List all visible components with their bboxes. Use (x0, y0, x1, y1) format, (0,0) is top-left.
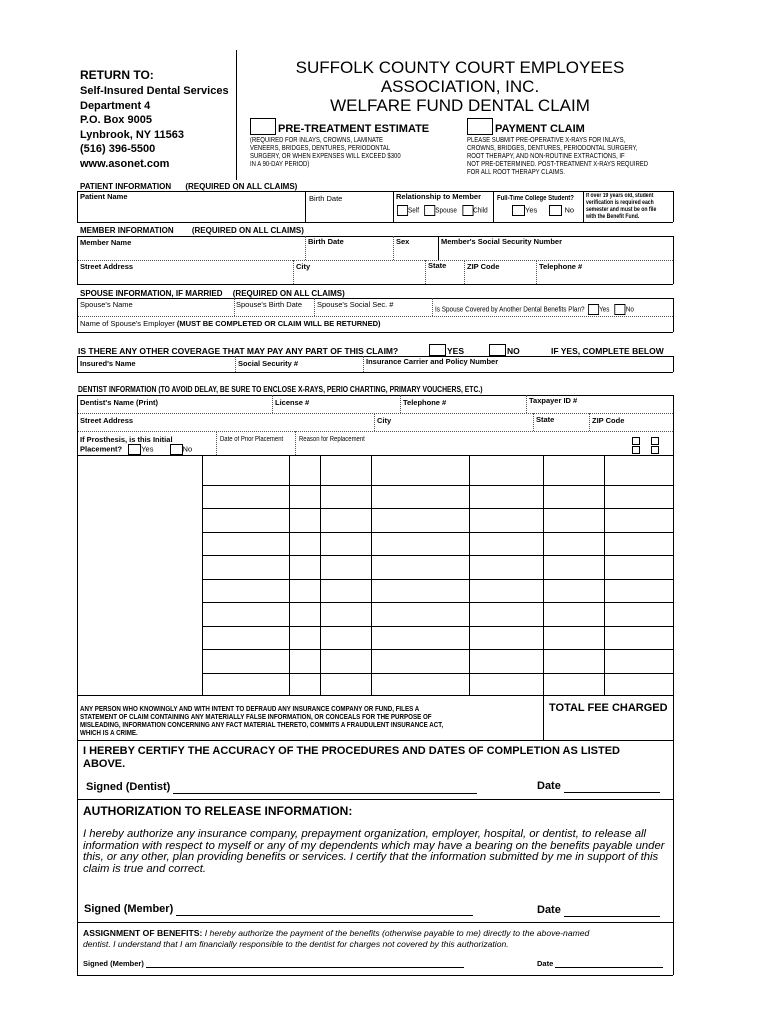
dentist-zip-label: ZIP Code (592, 416, 625, 425)
other-coverage-yes-checkbox[interactable] (429, 344, 446, 356)
prosthesis-question (80, 436, 192, 455)
grid-checkbox[interactable] (651, 437, 659, 445)
note-line: ROOT THERAPY, AND NON-ROUTINE EXTRACTIONS, IF (467, 153, 625, 160)
dentist-heading: DENTIST INFORMATION (TO AVOID DELAY, BE SURE TO ENCLOSE X-RAYS, PERIO CHARTING, PRIMARY VOUCHERS, ETC.) (78, 385, 483, 394)
certify-line: I HEREBY CERTIFY THE ACCURACY OF THE PROCEDURES AND DATES OF COMPLETION AS LISTED (83, 745, 621, 757)
rule (320, 455, 321, 695)
member-street-label: Street Address (80, 262, 134, 271)
rule (526, 395, 527, 413)
rule (77, 922, 673, 923)
rule (673, 236, 674, 284)
rule (289, 455, 290, 695)
rule (216, 431, 217, 455)
option-label: No (182, 444, 193, 454)
required-note: (REQUIRED ON ALL CLAIMS) (232, 289, 345, 298)
other-coverage-yes-label: YES (447, 346, 465, 356)
rule (371, 455, 372, 695)
total-fee-label: TOTAL FEE CHARGED (549, 702, 668, 714)
pre-treatment-label: PRE-TREATMENT ESTIMATE (278, 123, 430, 135)
signed-member-label: Signed (Member) (84, 903, 174, 915)
dentist-street-label: Street Address (80, 416, 134, 425)
return-line: P.O. Box 9005 (80, 114, 152, 126)
rule (673, 298, 674, 332)
grid-checkbox[interactable] (651, 446, 659, 454)
member-state-label: State (428, 261, 447, 270)
pre-treatment-note (250, 137, 401, 169)
rule (464, 260, 465, 284)
option-label: Self (408, 205, 420, 215)
other-coverage-question: IS THERE ANY OTHER COVERAGE THAT MAY PAY ANY PART OF THIS CLAIM? (78, 346, 399, 356)
rule (432, 298, 433, 316)
patient-heading (80, 182, 297, 191)
rule (202, 555, 673, 556)
rule (77, 455, 673, 456)
rule (295, 431, 296, 455)
signed-dentist-row (86, 781, 477, 794)
rule (374, 413, 375, 431)
member-zip-label: ZIP Code (467, 262, 500, 271)
rule (202, 626, 673, 627)
authorization-line: claim is true and correct. (83, 862, 207, 875)
note-line: CROWNS, BRIDGES, DENTURES, PERIODONTAL SURGERY, (467, 145, 638, 152)
note-line: FOR ALL ROOT THERAPY CLAIMS. (467, 169, 565, 176)
option-label: Yes (525, 205, 538, 215)
certify-statement (83, 745, 620, 771)
member-signature-line[interactable] (176, 905, 473, 916)
note-line: If over 19 years old, student (586, 193, 654, 199)
note-line: SURGERY, OR WHEN EXPENSES WILL EXCEED $300 (250, 153, 401, 160)
student-yes-checkbox[interactable] (512, 205, 525, 216)
authorization-line: information with respect to myself or any of my dependents which may have a bearing on the benefits payable under (83, 839, 665, 852)
header-divider (236, 50, 237, 180)
rule (77, 316, 673, 317)
self-checkbox[interactable] (397, 205, 408, 216)
dentist-date-line[interactable] (564, 782, 660, 793)
rule (202, 602, 673, 603)
note-line: with the Benefit Fund. (586, 214, 640, 220)
prosthesis-line: If Prosthesis, is this Initial (80, 435, 173, 444)
rule (673, 395, 674, 975)
rule (77, 236, 78, 284)
dentist-signature-line[interactable] (173, 783, 477, 794)
title-line-1: SUFFOLK COUNTY COURT EMPLOYEES (295, 58, 625, 77)
section-title: SPOUSE INFORMATION, IF MARRIED (80, 289, 223, 298)
rule (77, 298, 78, 332)
title-line-2: ASSOCIATION, INC. (380, 77, 540, 96)
relationship-label: Relationship to Member (396, 192, 482, 201)
spouse-birth-label: Spouse's Birth Date (236, 300, 303, 309)
dentist-state-label: State (536, 415, 555, 424)
rule (77, 695, 78, 976)
replacement-reason-label: Reason for Replacement (299, 436, 365, 443)
over19-note (586, 193, 656, 221)
member-heading (80, 226, 304, 235)
spouse-covered-row (435, 304, 634, 315)
rule (202, 532, 673, 533)
rule (77, 222, 673, 223)
rule (438, 236, 439, 260)
rule (202, 508, 673, 509)
rule (589, 413, 590, 431)
rule (77, 975, 673, 976)
date-label: Date (537, 904, 561, 916)
member-city-label: City (296, 262, 311, 271)
return-line: www.asonet.com (80, 157, 170, 170)
fraud-warning (80, 705, 443, 737)
rule (234, 298, 235, 316)
assignment-body: dentist. I understand that I am financially responsible to the dentist for charges not covered by this authorization. (83, 938, 509, 949)
rule (393, 191, 394, 222)
authorization-line: this, or any other, plan providing benefits or services. I certify that the information submitted by me in support of this (83, 851, 659, 863)
rule (425, 260, 426, 284)
dentist-city-label: City (377, 416, 392, 425)
rule (77, 332, 673, 333)
fraud-line: STATEMENT OF CLAIM CONTAINING ANY MATERIALLY FALSE INFORMATION, OR CONCEALS FOR THE PURPOSE OF (80, 712, 432, 721)
required-note: (REQUIRED ON ALL CLAIMS) (185, 182, 298, 191)
return-line: Self-Insured Dental Services (80, 85, 229, 97)
rule (305, 191, 306, 222)
rule (77, 740, 673, 741)
assignment-text (83, 928, 673, 949)
grid-checkbox[interactable] (632, 437, 640, 445)
note-line: IN A 90-DAY PERIOD) (250, 161, 310, 168)
signed-dentist-label: Signed (Dentist) (86, 781, 171, 793)
member-birth-label: Birth Date (308, 237, 344, 246)
member-date-row (537, 904, 660, 917)
fraud-line: ANY PERSON WHO KNOWINGLY AND WITH INTENT TO DEFRAUD ANY INSURANCE COMPANY OR FUND, FILES A (80, 704, 420, 713)
prior-placement-label: Date of Prior Placement (220, 436, 284, 443)
insured-ssn-label: Social Security # (238, 359, 299, 368)
authorization-line: I hereby authorize any insurance company, prepayment organization, employer, hospital, or dentist, to release all (83, 828, 647, 840)
rule (202, 649, 673, 650)
date-small-label: Date (537, 959, 554, 968)
assignment-body: I hereby authorize the payment of the benefits (otherwise payable to me) directly to the above-named (204, 928, 590, 938)
spouse-employer-row (80, 320, 381, 328)
spouse-covered-no-checkbox[interactable] (615, 304, 626, 315)
option-label: No (564, 205, 575, 215)
rule (305, 236, 306, 260)
spouse-ssn-label: Spouse's Social Sec. # (317, 300, 394, 309)
note-line: PLEASE SUBMIT PRE-OPERATIVE X-RAYS FOR INLAYS, (467, 137, 626, 144)
small-date-row (537, 959, 663, 968)
prosthesis-placement-text: Placement? (80, 444, 123, 454)
rule (400, 395, 401, 413)
authorization-text (83, 829, 673, 875)
rule (202, 485, 673, 486)
member-ssn-label: Member's Social Security Number (441, 237, 562, 246)
return-address (80, 84, 229, 171)
spouse-name-label: Spouse's Name (80, 300, 133, 309)
prosthesis-no-checkbox[interactable] (170, 444, 183, 455)
signed-member-row (84, 903, 473, 916)
rule (543, 695, 544, 740)
rule (673, 356, 674, 372)
signed-member-small-label: Signed (Member) (83, 959, 144, 968)
rule (533, 413, 534, 431)
patient-name-label: Patient Name (80, 192, 128, 201)
member-small-signature-line[interactable] (146, 959, 464, 968)
rule (77, 298, 673, 299)
return-to-heading: RETURN TO: (80, 68, 154, 82)
required-note: (REQUIRED ON ALL CLAIMS) (191, 226, 304, 235)
spouse-checkbox[interactable] (424, 205, 435, 216)
prosthesis-line-2 (80, 444, 192, 455)
rule (77, 356, 78, 372)
return-line: Department 4 (80, 99, 151, 112)
child-checkbox[interactable] (462, 205, 473, 216)
insured-name-label: Insured's Name (80, 359, 136, 368)
question-text: Is Spouse Covered by Another Dental Benefits Plan? (435, 304, 585, 314)
student-label: Full-Time College Student? (497, 195, 574, 202)
option-label: Yes (141, 444, 154, 454)
signed-member-small-row (83, 959, 464, 968)
patient-birth-label: Birth Date (309, 194, 343, 203)
rule (202, 673, 673, 674)
payment-claim-checkbox[interactable] (467, 118, 493, 135)
rule (393, 236, 394, 260)
dentist-date-row (537, 780, 660, 793)
title-line-3: WELFARE FUND DENTAL CLAIM (330, 96, 590, 115)
other-coverage-if-yes: IF YES, COMPLETE BELOW (551, 346, 664, 356)
member-phone-label: Telephone # (539, 262, 583, 271)
rule (469, 455, 470, 695)
rule (202, 579, 673, 580)
payment-claim-note (467, 137, 648, 177)
rule (314, 298, 315, 316)
member-date-line[interactable] (564, 906, 660, 917)
rule (77, 431, 673, 432)
note-line: semester and must be on file (586, 207, 657, 213)
dentist-phone-label: Telephone # (403, 398, 447, 407)
section-title: PATIENT INFORMATION (80, 182, 172, 191)
rule (493, 191, 494, 222)
authorization-heading: AUTHORIZATION TO RELEASE INFORMATION: (83, 804, 353, 818)
spouse-covered-yes-checkbox[interactable] (588, 304, 599, 315)
rule (363, 356, 364, 372)
dentist-license-label: License # (275, 398, 310, 407)
option-label: No (625, 304, 634, 314)
payment-claim-label: PAYMENT CLAIM (495, 123, 585, 135)
rule (77, 260, 673, 261)
pre-treatment-checkbox[interactable] (250, 118, 276, 135)
rule (202, 455, 203, 695)
rule (536, 260, 537, 284)
carrier-label: Insurance Carrier and Policy Number (366, 357, 499, 366)
student-options (512, 205, 574, 216)
option-label: Child (473, 205, 488, 215)
rule (293, 260, 294, 284)
fraud-line: WHICH IS A CRIME. (80, 728, 138, 737)
employer-note: (MUST BE COMPLETED OR CLAIM WILL BE RETURNED) (176, 319, 381, 328)
note-line: VENEERS, BRIDGES, DENTURES, PERIODONTAL (250, 145, 391, 152)
rule (77, 395, 673, 396)
note-line: (REQUIRED FOR INLAYS, CROWNS, LAMINATE (250, 137, 384, 144)
other-coverage-no-checkbox[interactable] (489, 344, 506, 356)
grid-checkbox[interactable] (632, 446, 640, 454)
employer-label: Name of Spouse's Employer (80, 319, 175, 328)
rule (77, 695, 673, 696)
spouse-heading (80, 289, 345, 298)
date-label: Date (537, 780, 561, 792)
rule (673, 191, 674, 222)
option-label: Spouse (435, 205, 457, 215)
member-sex-label: Sex (396, 237, 410, 246)
note-line: verification is required each (586, 200, 654, 206)
rule (77, 413, 673, 414)
section-title: MEMBER INFORMATION (80, 226, 174, 235)
rule (235, 356, 236, 372)
student-no-checkbox[interactable] (549, 205, 562, 216)
dentist-name-label: Dentist's Name (Print) (80, 398, 159, 407)
rule (583, 191, 584, 222)
option-label: Yes (599, 304, 610, 314)
rule (77, 284, 673, 285)
note-line: NOT PRE-DETERMINED. POST-TREATMENT X-RAYS REQUIRED (467, 161, 649, 168)
rule (77, 236, 673, 237)
rule (272, 395, 273, 413)
rule (77, 191, 78, 222)
fraud-line: MISLEADING, INFORMATION CONCERNING ANY FACT MATERIAL THERETO, COMMITS A FRAUDULENT INSURANCE ACT, (80, 720, 444, 729)
member-name-label: Member Name (80, 238, 132, 247)
rule (77, 395, 78, 695)
prosthesis-yes-checkbox[interactable] (128, 444, 141, 455)
dentist-taxpayer-label: Taxpayer ID # (529, 396, 578, 405)
assignment-line-1 (83, 928, 673, 939)
other-coverage-no-label: NO (507, 346, 520, 356)
rule (543, 455, 544, 695)
relationship-options (397, 205, 488, 216)
small-date-line[interactable] (555, 959, 663, 968)
assignment-label: ASSIGNMENT OF BENEFITS: (83, 928, 203, 938)
return-line: (516) 396-5500 (80, 143, 156, 155)
rule (604, 455, 605, 695)
return-line: Lynbrook, NY 11563 (80, 128, 184, 141)
rule (77, 799, 673, 800)
form-title (240, 58, 680, 115)
certify-line: ABOVE. (83, 758, 126, 770)
rule (77, 372, 673, 373)
assignment-line-2 (83, 939, 673, 950)
